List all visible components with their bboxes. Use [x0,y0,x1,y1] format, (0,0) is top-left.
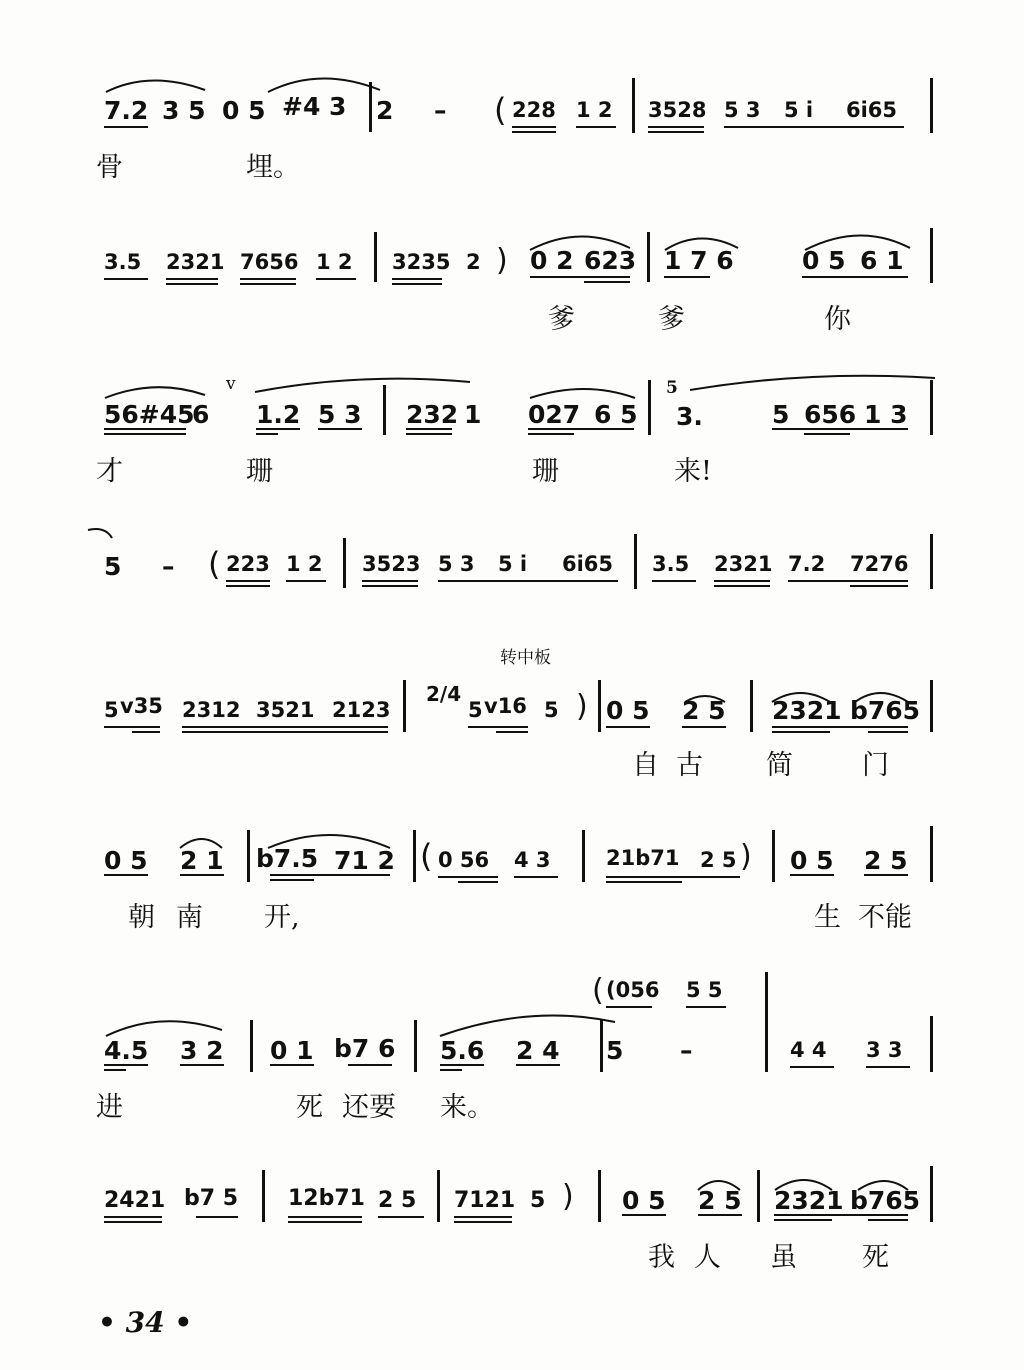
underline [270,879,314,881]
note-group: 0 2 [530,246,574,275]
underline [440,1064,484,1066]
bracket: ( [208,545,221,583]
lyric: 自 [632,750,659,781]
note-group: 027 [528,400,581,429]
barline [765,972,768,1072]
note-group: 6 [192,400,210,429]
barline [930,826,933,882]
underline [270,874,390,876]
note-group: 12b71 [288,1186,365,1211]
barline [598,680,601,732]
barline [632,78,635,133]
lyric: 古 [676,750,703,781]
underline [530,276,630,278]
underline [528,428,634,430]
underline [180,1064,224,1066]
barline [930,1166,933,1222]
underline [698,1214,742,1216]
note-group: 1 3 [864,400,908,429]
underline [104,1221,162,1223]
underline [496,731,528,733]
page-number: • 34 • [98,1306,193,1339]
lyric: 埋。 [246,152,300,183]
underline [772,726,908,728]
note-group: b7.5 [256,844,319,873]
underline [516,1064,560,1066]
note-group: v35 [120,694,163,718]
underline [468,726,528,728]
note-group: – [434,96,447,125]
note-group: 7121 [454,1188,516,1213]
underline [318,428,362,430]
note-group: 0 56 [438,848,490,872]
underline [378,1216,424,1218]
note-group: 3.5 [104,250,142,274]
note-group: #4 3 [282,92,347,121]
note-group: 0 5 [802,246,846,275]
underline [288,1216,362,1218]
bracket: ) [576,689,588,724]
barline [437,1170,440,1222]
lyric: 虽 [770,1242,797,1273]
underline [584,281,630,283]
underline [438,876,498,878]
lyric: 死 [296,1092,323,1123]
underline [166,283,218,285]
note-group: 6 1 [860,246,904,275]
note-group: 5.6 [440,1036,485,1065]
note-group: 5 5 [686,978,723,1002]
note-group: 3 5 [162,96,206,125]
lyric: 珊 [246,456,273,487]
note-group: 2 5 [378,1188,417,1213]
lyric: 还要 [342,1092,396,1123]
underline [104,726,160,728]
barline [250,1020,253,1072]
barline [930,228,933,283]
barline [598,1170,601,1222]
underline [514,876,558,878]
underline [104,126,148,128]
underline [864,874,908,876]
lyric: 简 [766,750,793,781]
underline [790,874,834,876]
underline [868,1219,908,1221]
underline [790,1066,834,1068]
note-group: 2 5 [682,696,726,725]
note-group: 5 3 [318,400,362,429]
underline [652,580,696,582]
lyric: 朝 [128,902,155,933]
note-group: 5 [104,552,122,581]
note-group: 3. [676,402,703,431]
lyric: 生 [814,902,841,933]
underline [270,1064,314,1066]
note-group: 5 [544,698,559,722]
barline [930,534,933,589]
barline [930,1016,933,1072]
underline [256,433,278,435]
underline [440,1069,462,1071]
note-group: 2123 [332,698,391,722]
note-group: 4.5 [104,1036,149,1065]
underline [362,580,418,582]
underline [104,428,186,430]
note-group: (056 [606,978,660,1002]
underline [286,580,326,582]
note-group: – [162,552,175,581]
barline [383,385,386,435]
underline [240,283,296,285]
underline [714,585,770,587]
lyric: 来! [674,456,712,487]
barline [414,1020,417,1072]
underline [182,726,388,728]
barline [930,680,933,732]
underline [104,278,148,280]
lyric: 我 [648,1242,675,1273]
underline [686,1006,726,1008]
underline [528,433,574,435]
underline [180,874,224,876]
lyric: 死 [862,1242,889,1273]
note-group: 5 [468,698,483,722]
note-group: 7656 [240,250,299,274]
note-group: 2 5 [700,848,737,872]
note-group: 2321 [166,250,225,274]
note-group: 4 4 [790,1038,827,1062]
bracket: ) [740,839,752,874]
barline [403,680,406,732]
underline [512,126,556,128]
underline [804,433,850,435]
underline [788,580,908,582]
barline [262,1170,265,1222]
underline [606,881,682,883]
breath-mark: v [226,374,236,394]
barline [413,830,416,882]
barline [343,538,346,588]
note-group: b765 [850,1186,921,1215]
underline [226,580,270,582]
underline [392,283,442,285]
barline [930,78,933,133]
lyric: 进 [96,1092,123,1123]
note-group: 1 2 [576,98,613,122]
note-group: 6 5 [594,400,638,429]
note-group: 3 3 [866,1038,903,1062]
underline [512,131,556,133]
lyric: 你 [824,304,851,335]
note-group: 0 1 [270,1036,314,1065]
underline [724,126,904,128]
barline [369,82,372,132]
tempo-marking: 转中板 [500,648,551,668]
note-group: 0 5 [222,96,266,125]
note-group: 56#45 [104,400,195,429]
bracket: ( [592,973,604,1008]
underline [714,580,770,582]
note-group: 7.2 [788,552,826,576]
underline [648,126,704,128]
underline [104,433,186,435]
note-group: 0 5 [104,846,148,875]
underline [648,131,704,133]
bracket: ) [496,243,508,278]
note-group: 2 [376,96,394,125]
note-group: 3 2 [180,1036,224,1065]
note-group: 2 [466,250,481,274]
underline [772,731,830,733]
barline [374,232,377,282]
underline [392,278,442,280]
underline [606,876,740,878]
barline [647,232,650,282]
note-group: 0 5 [790,846,834,875]
note-group: 5 3 [438,552,475,576]
note-group: 5 i [784,98,814,122]
note-group: b7 5 [184,1186,239,1211]
note-group: 7.2 [104,96,149,125]
lyric: 来。 [440,1092,494,1123]
lyric: 爹 [548,304,575,335]
note-group: 3235 [392,250,451,274]
underline [406,433,452,435]
underline [104,1069,126,1071]
underline [104,874,148,876]
underline [454,1216,512,1218]
underline [132,731,160,733]
note-group: 1 2 [286,552,323,576]
barline [648,380,651,435]
note-group: 3523 [362,552,421,576]
note-group: 5 [104,698,119,722]
grace-note: 5 [666,378,678,398]
underline [438,580,618,582]
barline [247,830,250,882]
underline [802,276,908,278]
underline [774,1214,908,1216]
time-signature: 2/4 [426,682,462,706]
note-group: 5 i [498,552,528,576]
note-group: 2321 [714,552,773,576]
underline [606,1006,652,1008]
underline [868,731,908,733]
note-group: b765 [850,696,921,725]
note-group: – [680,1036,693,1065]
underline [104,1216,162,1218]
barline [930,380,933,435]
underline [774,1219,832,1221]
underline [622,1214,666,1216]
lyric: 不能 [858,902,912,933]
note-group: 2 4 [516,1036,560,1065]
lyric: 人 [694,1242,721,1273]
note-group: 2312 [182,698,241,722]
note-group: 232 [406,400,459,429]
note-group: 2 5 [698,1186,742,1215]
note-group: 5 3 [724,98,761,122]
barline [750,680,753,732]
note-group: 656 [804,400,857,429]
barline [600,1020,603,1072]
note-group: 21b71 [606,846,680,870]
bracket: ( [494,91,507,129]
note-group: 5 [530,1188,546,1213]
lyric: 南 [176,902,203,933]
note-group: v16 [484,694,527,718]
lyric: 爹 [658,304,685,335]
note-group: 3.5 [652,552,690,576]
note-group: 2 5 [864,846,908,875]
underline [606,726,650,728]
underline [576,126,616,128]
underline [664,276,710,278]
underline [348,1064,392,1066]
underline [866,1066,910,1068]
underline [104,1064,148,1066]
underline [850,585,908,587]
underline [362,585,418,587]
note-group: 2321 [772,696,842,725]
note-group: 1 [464,400,482,429]
barline [582,830,585,882]
note-group: 3521 [256,698,315,722]
note-group: 5 [606,1036,624,1065]
note-group: 6i65 [846,98,898,122]
underline [458,881,498,883]
underline [288,1221,362,1223]
lyric: 才 [96,456,123,487]
barline [757,1170,760,1222]
note-group: 6i65 [562,552,614,576]
note-group: 2421 [104,1188,166,1213]
note-group: 0 5 [606,696,650,725]
note-group: 4 3 [514,848,551,872]
underline [256,428,300,430]
note-group: 2 1 [180,846,224,875]
note-group: b7 6 [334,1034,396,1063]
lyric: 门 [862,750,889,781]
note-group: 0 5 [622,1186,666,1215]
note-group: 3528 [648,98,707,122]
underline [226,585,270,587]
note-group: 1 2 [316,250,353,274]
underline [182,731,388,733]
note-group: 7276 [850,552,909,576]
lyric: 开, [264,902,300,933]
underline [166,278,218,280]
underline [454,1221,512,1223]
lyric: 珊 [532,456,559,487]
note-group: 71 2 [334,846,395,875]
bracket: ( [420,837,433,875]
note-group: 223 [226,552,270,576]
barline [634,534,637,589]
note-group: 228 [512,98,556,122]
underline [316,278,356,280]
underline [406,428,452,430]
underline [772,428,908,430]
note-group: 5 [772,400,790,429]
note-group: 1.2 [256,400,301,429]
underline [240,278,296,280]
bracket: ) [562,1179,574,1214]
underline [196,1216,238,1218]
lyric: 骨 [96,152,123,183]
barline [772,830,775,882]
note-group: 1 7 6 [664,246,734,275]
underline [682,726,726,728]
note-group: 623 [584,246,637,275]
note-group: 2321 [774,1186,844,1215]
